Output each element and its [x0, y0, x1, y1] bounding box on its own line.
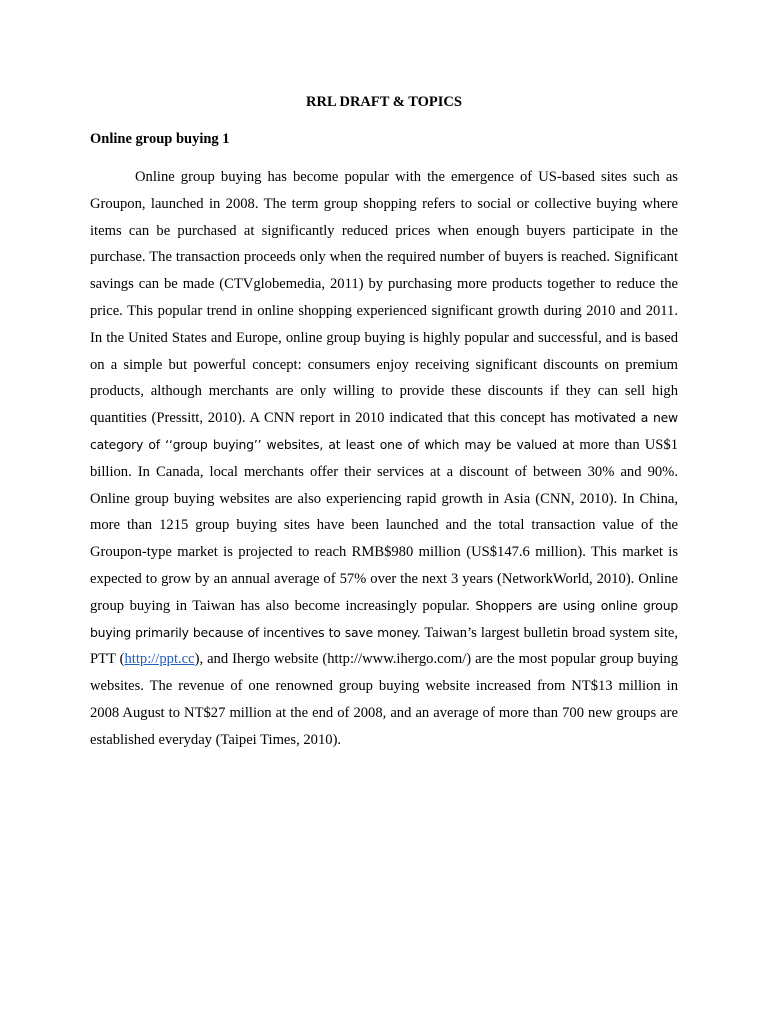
paragraph-text-4: Shoppers are using online group buying primarily because of incentives to save money. [90, 597, 679, 640]
body-paragraph [90, 164, 678, 754]
section-heading: Online group buying 1 [90, 131, 230, 147]
paragraph-text-3: more than US$1 billion. In Canada, local merchants offer their services at a discount of between 30% and 90%. Online group buying websites are also experiencing rapid growth in Asia (CNN, 2010). In China, more than 1215 group buying sites have been launched and the total transaction value of the Groupon-type market is projected to reach RMB$980 million (US$147.6 million). This market is expected to grow by an annual average of 57% over the next 3 years (NetworkWorld, 2010). Online group buying in Taiwan has also become increasingly popular. [90, 436, 679, 614]
paragraph-text-6: ), and Ihergo website (http://www.ihergo.com/) are the most popular group buying websites. The revenue of one renowned group buying website increased from NT$13 million in 2008 August to NT$27 million at the end of 2008, and an average of more than 700 new groups are established everyday (Taipei Times, 2010). [90, 651, 678, 748]
paragraph-text-5: Taiwan’s largest bulletin broad system site, PTT ( [90, 624, 678, 668]
paragraph-text-2: motivated a new category of ‘‘group buying’’ websites, at least one of which may be valued at [90, 410, 678, 452]
paragraph-text-1: Online group buying has become popular with the emergence of US-based sites such as Groupon, launched in 2008. The term group shopping refers to social or collective buying where items can be purchased at significantly reduced prices when enough buyers participate in the purchase. The transaction proceeds only when the required number of buyers is reached. Significant savings can be made (CTVglobemedia, 2011) by purchasing more products together to reduce the price. This popular trend in online shopping experienced significant growth during 2010 and 2011. In the United States and Europe, online group buying is highly popular and successful, and is based on a simple but powerful concept: consumers enjoy receiving significant discounts on premium products, although merchants are only willing to provide these discounts if they can sell high quantities (Pressitt, 2010). A CNN report in 2010 indicated that this concept has [90, 169, 678, 427]
ppt-link[interactable]: http://ppt.cc [124, 651, 195, 668]
document-title: RRL DRAFT & TOPICS [306, 94, 462, 110]
